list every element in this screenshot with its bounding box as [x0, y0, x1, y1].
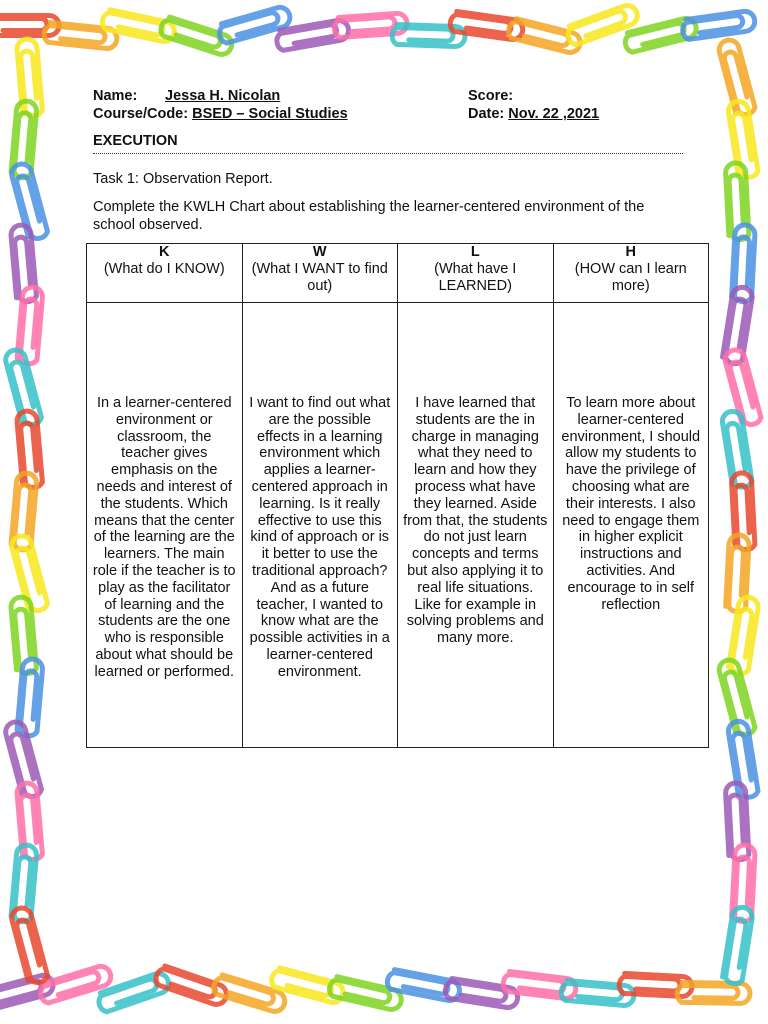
- name-row: [93, 88, 280, 104]
- section-title: EXECUTION: [93, 133, 178, 149]
- cell-l: I have learned that students are the in charge in managing what they need to learn and how they process what have they learned. Aside from that, the students do not just learn concepts and terms but also applying it to real life situations. Like for example in solving problems and many more.: [398, 303, 554, 748]
- col-letter: K: [159, 244, 170, 260]
- cell-h: To learn more about learner-centered environment, I should allow my students to have the privilege of choosing what are their interests. I also need to engage them in higher explicit instructions and activities. And encourage to in self reflection: [553, 303, 709, 748]
- cell-k: In a learner-centered environment or classroom, the teacher gives emphasis on the needs and interest of the students. Which means that the center of the learning are the learners. The main role if the teacher is to play as the facilitator of learning and the students are the one who is responsible about what should be learned or performed.: [87, 303, 243, 748]
- name-label: Name:: [93, 88, 138, 104]
- col-question: (What have I LEARNED): [434, 261, 517, 294]
- col-letter: L: [470, 244, 480, 260]
- date-row: [468, 106, 599, 122]
- kwlh-body-row: [87, 303, 709, 748]
- col-letter: W: [312, 244, 327, 260]
- col-header-l: [398, 244, 554, 303]
- task-title: Task 1: Observation Report.: [93, 171, 273, 187]
- col-letter: H: [625, 244, 636, 260]
- name-value: Jessa H. Nicolan: [165, 88, 281, 104]
- date-value: Nov. 22 ,2021: [508, 106, 600, 122]
- kwlh-table: [86, 243, 709, 748]
- course-row: [93, 106, 348, 122]
- instructions-text: Complete the KWLH Chart about establishing the learner-centered environment of the school observed.: [93, 199, 645, 233]
- col-header-h: [553, 244, 709, 303]
- col-header-k: [87, 244, 243, 303]
- kwlh-header-row: [87, 244, 709, 303]
- col-header-w: [242, 244, 398, 303]
- dotted-divider: [93, 153, 683, 154]
- cell-w: I want to find out what are the possible effects in a learning environment which applies a learner-centered approach in learning. Is it really effective to use this kind of approach or is it better to use the traditional approach? And as a future teacher, I wanted to know what are the possible activities in a learner-centered environment.: [242, 303, 398, 748]
- col-question: (What I WANT to find out): [251, 261, 388, 294]
- course-value: BSED – Social Studies: [192, 106, 348, 122]
- col-question: (What do I KNOW): [103, 261, 225, 277]
- date-label: Date:: [468, 106, 505, 122]
- col-question: (HOW can I learn more): [574, 261, 687, 294]
- score-label: Score:: [468, 88, 514, 104]
- course-label: Course/Code:: [93, 106, 189, 122]
- score-row: [468, 88, 513, 104]
